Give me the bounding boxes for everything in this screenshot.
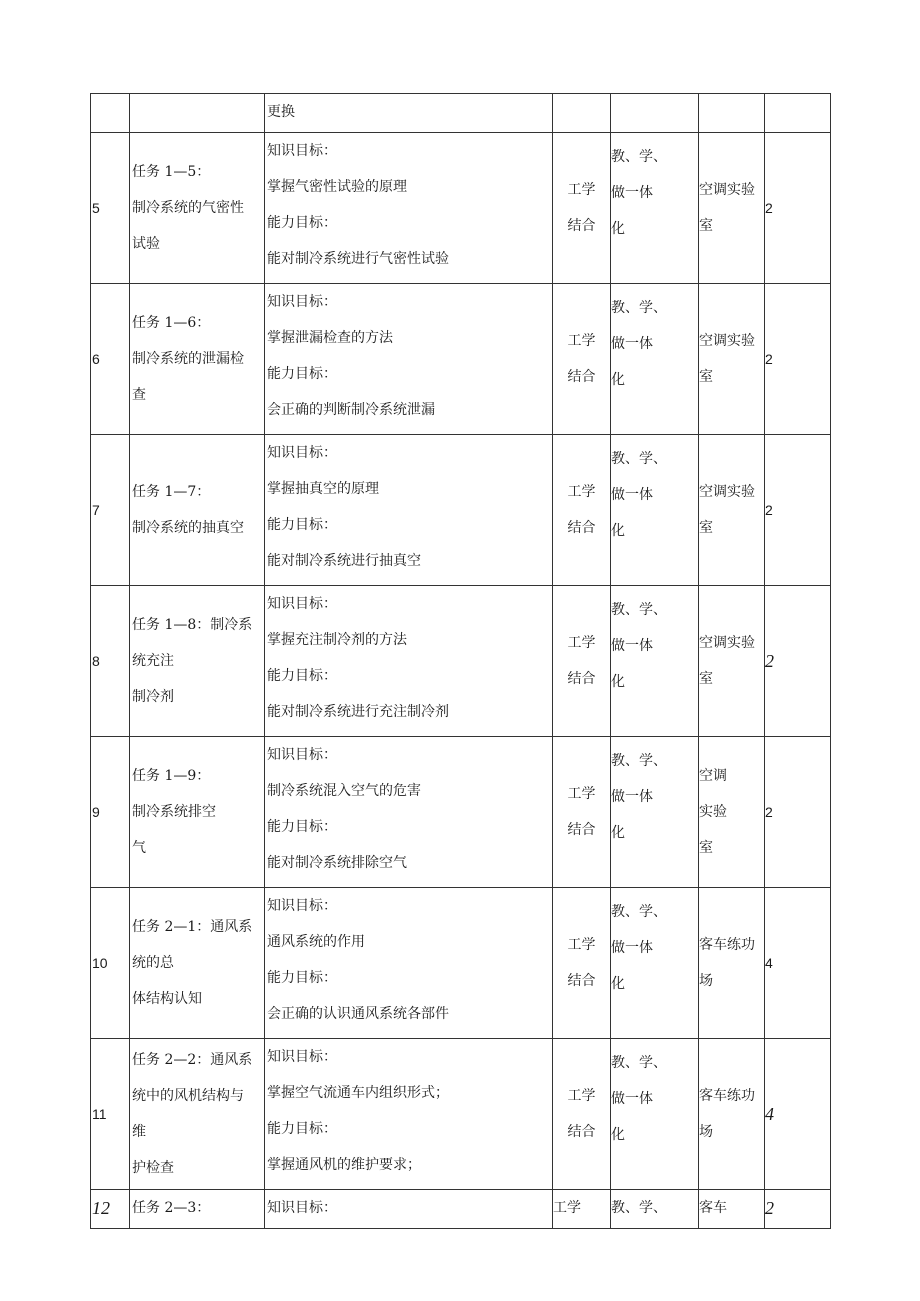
cell-no: 9 bbox=[91, 737, 130, 888]
mode-line: 工学 bbox=[567, 937, 596, 953]
table-row bbox=[91, 284, 831, 435]
cell-task bbox=[130, 284, 265, 435]
task-line: 制冷剂 bbox=[132, 689, 174, 705]
cell-mode bbox=[553, 586, 611, 737]
goal-line: 掌握泄漏检查的方法 bbox=[267, 330, 393, 346]
goal-line: 能力目标： bbox=[267, 215, 337, 231]
cell-no: 12 bbox=[91, 1190, 130, 1229]
goal-line: 能力目标： bbox=[267, 819, 337, 835]
goal-line: 知识目标： bbox=[267, 445, 337, 461]
method-line: 教、学、 bbox=[611, 1055, 667, 1071]
cell-no: 8 bbox=[91, 586, 130, 737]
goal-line: 能对制冷系统进行气密性试验 bbox=[267, 251, 449, 267]
cell-no bbox=[91, 94, 130, 133]
cell-method bbox=[611, 586, 699, 737]
cell-hours: 2 bbox=[765, 586, 831, 737]
cell-mode bbox=[553, 284, 611, 435]
cell-task bbox=[130, 737, 265, 888]
mode-line: 结合 bbox=[567, 973, 596, 989]
mode-line: 工学 bbox=[567, 484, 596, 500]
goal-line: 知识目标： bbox=[267, 596, 337, 612]
place-line: 客车练功 bbox=[699, 1088, 755, 1104]
mode-line: 工学 bbox=[567, 333, 596, 349]
task-line: 任务 1—7： bbox=[132, 484, 211, 500]
goal-line: 会正确的认识通风系统各部件 bbox=[267, 1006, 449, 1022]
cell-hours: 2 bbox=[765, 737, 831, 888]
goal-line: 掌握抽真空的原理 bbox=[267, 481, 379, 497]
method-line: 化 bbox=[611, 825, 625, 841]
cell-place bbox=[699, 133, 765, 284]
cell-hours: 4 bbox=[765, 888, 831, 1039]
mode-line: 工学 bbox=[567, 182, 596, 198]
cell-hours: 2 bbox=[765, 1190, 831, 1229]
table-row bbox=[91, 737, 831, 888]
task-line: 试验 bbox=[132, 236, 160, 252]
cell-mode bbox=[553, 435, 611, 586]
method-line: 教、学、 bbox=[611, 451, 667, 467]
goal-line: 通风系统的作用 bbox=[267, 934, 365, 950]
table-row-partial bbox=[91, 1190, 831, 1229]
task-line: 任务 1—6： bbox=[132, 315, 211, 331]
cell-no: 6 bbox=[91, 284, 130, 435]
method-line: 化 bbox=[611, 221, 625, 237]
cell-no: 11 bbox=[91, 1039, 130, 1190]
task-line: 制冷系统的气密性 bbox=[132, 200, 244, 216]
cell-goal bbox=[265, 888, 553, 1039]
cell-goal: 知识目标： bbox=[265, 1190, 553, 1229]
mode-line: 工学 bbox=[567, 1088, 596, 1104]
task-line: 查 bbox=[132, 387, 146, 403]
place-line: 室 bbox=[699, 840, 713, 856]
task-line: 维 bbox=[132, 1124, 146, 1140]
table-row bbox=[91, 1039, 831, 1190]
mode-line: 结合 bbox=[567, 1124, 596, 1140]
method-line: 化 bbox=[611, 1127, 625, 1143]
cell-hours bbox=[765, 94, 831, 133]
cell-goal bbox=[265, 435, 553, 586]
table-row-continued bbox=[91, 94, 831, 133]
method-line: 做一体 bbox=[611, 1091, 653, 1107]
goal-text: 更换 bbox=[267, 104, 295, 120]
method-line: 教、学、 bbox=[611, 904, 667, 920]
mode-line: 结合 bbox=[567, 822, 596, 838]
place-line: 室 bbox=[699, 369, 713, 385]
cell-place bbox=[699, 94, 765, 133]
place-line: 室 bbox=[699, 218, 713, 234]
cell-goal bbox=[265, 94, 553, 133]
cell-method bbox=[611, 133, 699, 284]
cell-task bbox=[130, 1039, 265, 1190]
goal-line: 能对制冷系统进行抽真空 bbox=[267, 553, 421, 569]
goal-line: 会正确的判断制冷系统泄漏 bbox=[267, 402, 435, 418]
method-line: 做一体 bbox=[611, 336, 653, 352]
cell-hours: 2 bbox=[765, 435, 831, 586]
method-line: 化 bbox=[611, 523, 625, 539]
teaching-plan-table bbox=[90, 93, 831, 1229]
place-line: 空调 bbox=[699, 768, 727, 784]
cell-goal bbox=[265, 1039, 553, 1190]
goal-line: 能力目标： bbox=[267, 668, 337, 684]
goal-line: 掌握通风机的维护要求； bbox=[267, 1157, 421, 1173]
task-line: 任务 1—8：制冷系 bbox=[132, 617, 253, 633]
cell-method bbox=[611, 94, 699, 133]
goal-line: 能力目标： bbox=[267, 366, 337, 382]
cell-mode bbox=[553, 94, 611, 133]
cell-place bbox=[699, 284, 765, 435]
task-line: 护检查 bbox=[132, 1160, 174, 1176]
cell-place bbox=[699, 435, 765, 586]
task-line: 气 bbox=[132, 840, 146, 856]
cell-hours: 2 bbox=[765, 284, 831, 435]
task-line: 统的总 bbox=[132, 955, 174, 971]
table-row bbox=[91, 888, 831, 1039]
method-line: 化 bbox=[611, 372, 625, 388]
cell-mode bbox=[553, 888, 611, 1039]
cell-method bbox=[611, 284, 699, 435]
goal-line: 知识目标： bbox=[267, 294, 337, 310]
cell-place bbox=[699, 737, 765, 888]
cell-mode bbox=[553, 133, 611, 284]
method-line: 化 bbox=[611, 674, 625, 690]
method-line: 教、学、 bbox=[611, 753, 667, 769]
cell-task bbox=[130, 586, 265, 737]
task-line: 制冷系统的抽真空 bbox=[132, 520, 244, 536]
goal-line: 能力目标： bbox=[267, 517, 337, 533]
mode-line: 工学 bbox=[567, 635, 596, 651]
goal-line: 知识目标： bbox=[267, 747, 337, 763]
cell-mode bbox=[553, 737, 611, 888]
cell-task: 任务 2—3： bbox=[130, 1190, 265, 1229]
goal-line: 知识目标： bbox=[267, 143, 337, 159]
goal-line: 能对制冷系统进行充注制冷剂 bbox=[267, 704, 449, 720]
place-line: 空调实验 bbox=[699, 182, 755, 198]
cell-method bbox=[611, 737, 699, 888]
place-line: 实验 bbox=[699, 804, 727, 820]
goal-line: 能力目标： bbox=[267, 970, 337, 986]
task-line: 统中的风机结构与 bbox=[132, 1088, 244, 1104]
mode-line: 结合 bbox=[567, 671, 596, 687]
goal-line: 能对制冷系统排除空气 bbox=[267, 855, 407, 871]
method-line: 教、学、 bbox=[611, 602, 667, 618]
cell-goal bbox=[265, 133, 553, 284]
place-line: 场 bbox=[699, 973, 713, 989]
goal-line: 掌握充注制冷剂的方法 bbox=[267, 632, 407, 648]
task-line: 任务 2—2：通风系 bbox=[132, 1052, 253, 1068]
task-line: 任务 1—9： bbox=[132, 768, 211, 784]
cell-mode bbox=[553, 1039, 611, 1190]
method-line: 教、学、 bbox=[611, 149, 667, 165]
place-line: 场 bbox=[699, 1124, 713, 1140]
cell-place bbox=[699, 888, 765, 1039]
method-line: 化 bbox=[611, 976, 625, 992]
place-line: 室 bbox=[699, 671, 713, 687]
goal-line: 掌握空气流通车内组织形式； bbox=[267, 1085, 449, 1101]
goal-line: 掌握气密性试验的原理 bbox=[267, 179, 407, 195]
goal-line: 能力目标： bbox=[267, 1121, 337, 1137]
cell-method bbox=[611, 1039, 699, 1190]
task-line: 体结构认知 bbox=[132, 991, 202, 1007]
place-line: 室 bbox=[699, 520, 713, 536]
cell-method bbox=[611, 435, 699, 586]
mode-line: 结合 bbox=[567, 520, 596, 536]
cell-no: 10 bbox=[91, 888, 130, 1039]
goal-line: 知识目标： bbox=[267, 1049, 337, 1065]
cell-hours: 4 bbox=[765, 1039, 831, 1190]
mode-line: 结合 bbox=[567, 218, 596, 234]
place-line: 空调实验 bbox=[699, 635, 755, 651]
cell-task bbox=[130, 94, 265, 133]
cell-place bbox=[699, 586, 765, 737]
task-line: 任务 1—5： bbox=[132, 164, 211, 180]
place-line: 空调实验 bbox=[699, 333, 755, 349]
cell-goal bbox=[265, 284, 553, 435]
method-line: 教、学、 bbox=[611, 300, 667, 316]
cell-goal bbox=[265, 737, 553, 888]
method-line: 做一体 bbox=[611, 638, 653, 654]
mode-line: 结合 bbox=[567, 369, 596, 385]
cell-no: 5 bbox=[91, 133, 130, 284]
cell-task bbox=[130, 888, 265, 1039]
cell-method: 教、学、 bbox=[611, 1190, 699, 1229]
cell-place bbox=[699, 1039, 765, 1190]
table-row bbox=[91, 133, 831, 284]
place-line: 空调实验 bbox=[699, 484, 755, 500]
cell-goal bbox=[265, 586, 553, 737]
method-line: 做一体 bbox=[611, 789, 653, 805]
table-row bbox=[91, 435, 831, 586]
cell-no: 7 bbox=[91, 435, 130, 586]
method-line: 做一体 bbox=[611, 487, 653, 503]
method-line: 做一体 bbox=[611, 185, 653, 201]
task-line: 任务 2—1：通风系 bbox=[132, 919, 253, 935]
cell-hours: 2 bbox=[765, 133, 831, 284]
task-line: 制冷系统排空 bbox=[132, 804, 216, 820]
cell-place: 客车 bbox=[699, 1190, 765, 1229]
goal-line: 制冷系统混入空气的危害 bbox=[267, 783, 421, 799]
method-line: 做一体 bbox=[611, 940, 653, 956]
table-row bbox=[91, 586, 831, 737]
task-line: 统充注 bbox=[132, 653, 174, 669]
place-line: 客车练功 bbox=[699, 937, 755, 953]
goal-line: 知识目标： bbox=[267, 898, 337, 914]
cell-method bbox=[611, 888, 699, 1039]
cell-mode: 工学 bbox=[553, 1190, 611, 1229]
mode-line: 工学 bbox=[567, 786, 596, 802]
cell-task bbox=[130, 133, 265, 284]
cell-task bbox=[130, 435, 265, 586]
task-line: 制冷系统的泄漏检 bbox=[132, 351, 244, 367]
